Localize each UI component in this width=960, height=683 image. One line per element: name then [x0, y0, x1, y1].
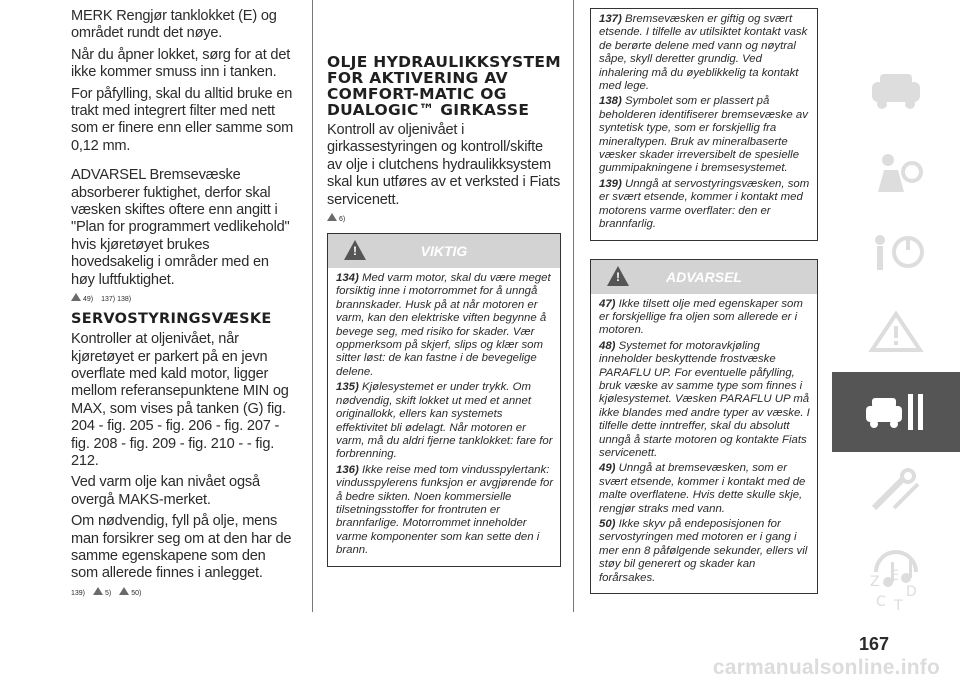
note-number: 137) [599, 13, 622, 25]
column-1 [71, 8, 295, 605]
note-number: 139) [599, 177, 622, 190]
section-heading: OLJE HYDRAULIKKSYSTEM FOR AKTIVERING AV COMFORT-MATIC OG DUALOGIC™ GIRKASSE [327, 53, 562, 119]
note-number: 135) [336, 381, 359, 394]
watermark: carmanualsonline.info [712, 656, 940, 679]
note-number: 47) [599, 297, 616, 310]
note-text: Unngå at servostyringsvæsken, som er svært etsende, kommer i kontakt med motorens varme overflater: den er brannfarlig. [599, 177, 810, 231]
box-body [591, 294, 817, 594]
box-body [328, 268, 560, 566]
note-item [599, 178, 811, 232]
warning-icon [93, 587, 103, 595]
box-title: VIKTIG [420, 243, 468, 260]
reference-marks [71, 587, 295, 597]
warning-icon [119, 587, 129, 595]
column-separator [312, 0, 313, 612]
note-item [599, 13, 811, 93]
page-number: 167 [859, 634, 890, 654]
note-item [336, 381, 554, 461]
important-box [327, 233, 561, 567]
note-item [599, 462, 811, 516]
note-item [599, 518, 811, 585]
column-3 [590, 8, 818, 594]
svg-text:T: T [894, 598, 903, 614]
notes-box [590, 8, 818, 241]
note-number: 134) [336, 272, 359, 285]
note-item [336, 464, 554, 558]
column-separator [573, 0, 574, 612]
paragraph: Kontroller at oljenivået, når kjøretøyet er parkert på en jevn overflate med kald motor, ligger mellom referansepunktene MIN og MAX, som vises på tanken (G) fig. 204 - fig. 205 - fig. 206 - fig. 207 - fig. 208 - fig. 209 - fig. 210 - - fig. 212. [71, 331, 289, 469]
paragraph: For påfylling, skal du alltid bruke en trakt med integrert filter med nett som er finere enn eller samme som 0,12 mm. [71, 85, 294, 154]
section-heading: SERVOSTYRINGSVÆSKE [71, 311, 272, 328]
paragraph: MERK Rengjør tanklokket (E) og området rundt det nøye. [71, 8, 277, 42]
seatbelt-airbag-icon [864, 148, 928, 196]
tab-warning-lights[interactable] [832, 292, 960, 372]
paragraph: Kontroll av oljenivået i girkassestyringen og kontroll/skifte av olje i clutchens hydraulikksystem skal kun utføres av et verksted i Fiats servicenett. [327, 122, 561, 208]
note-text: Ikke reise med tom vindusspylertank: vindusspylerens funksjon er avgjørende for å bedre sikten. Noen kommersielle tilsetningsstoffer for frontruten er brannfarlige. Motorrommet inneholder varme komponenter som kan sette den i brann. [336, 463, 554, 557]
svg-text:C: C [876, 594, 886, 610]
tab-maintenance[interactable] [832, 372, 960, 452]
note-text: Symbolet som er plassert på beholderen identifiserer bremsevæske av syntetisk type, som er forskjellig fra mineraltypen. Bruk av mineralbaserte væsker skader irreversibelt de spesielle gummipakningene i bremsesystemet. [599, 95, 808, 175]
note-text: Systemet for motoravkjøling inneholder beskyttende frostvæske PARAFLU UP. For eventuelle påfylling, bruk væske av samme type som finnes i kjølesystemet. Væsken PARAFLU UP må ikke blandes med andre typer av væske. I tilfelle dette inntreffer, skal du absolutt unngå å starte motoren og kontakte Fiats servicenett. [599, 339, 810, 459]
note-text: Ikke tilsett olje med egenskaper som er forskjellige fra oljen som allerede er i motoren. [599, 297, 803, 337]
warning-icon [71, 293, 81, 301]
note-item [599, 298, 811, 338]
column-2 [327, 8, 561, 567]
svg-text:Z: Z [870, 574, 880, 590]
paragraph: Ved varm olje kan nivået også overgå MAKS-merket. [71, 474, 260, 508]
tab-index[interactable] [832, 560, 960, 620]
tab-car-info[interactable] [832, 52, 960, 132]
reference-marks [71, 293, 295, 303]
box-title: ADVARSEL [666, 268, 742, 285]
warning-icon [327, 213, 337, 221]
box-body [591, 9, 817, 240]
note-text: Med varm motor, skal du være meget forsiktig inne i motorrommet for å unngå brannskader. Husk på at når motoren er varm, kan den elektriske viften begynne å bevege seg, med risiko for skader. Vær oppmerksom på skjerf, slips og klær som sitter løst: de kan fastne i de bevegelige delene. [336, 272, 551, 378]
note-text: Ikke skyv på endeposisjonen for servostyringen med motoren er i gang i mer enn 8 påfølgende sekunder, ellers vil støy bil generert og skader kan forårsakes. [599, 518, 808, 584]
note-number: 49) [599, 462, 616, 475]
paragraph: Når du åpner lokket, sørg for at det ikke kommer smuss inn i tanken. [71, 46, 291, 81]
dashboard-controls-icon [864, 228, 928, 276]
note-item [336, 272, 554, 379]
tab-safety[interactable] [832, 132, 960, 212]
box-header [328, 234, 560, 268]
reference-mark[interactable]: 137) 138) [101, 296, 132, 304]
reference-mark[interactable]: 6) [339, 216, 346, 224]
car-wrench-icon [864, 388, 928, 436]
reference-marks [327, 213, 561, 223]
reference-mark[interactable]: 5) [105, 589, 112, 597]
warning-triangle-icon [864, 308, 928, 356]
footer [0, 658, 960, 683]
box-header [591, 260, 817, 294]
note-item [599, 340, 811, 461]
reference-mark[interactable]: 49) [83, 296, 94, 304]
note-number: 50) [599, 518, 616, 530]
svg-text:D: D [906, 584, 917, 600]
note-item [599, 95, 811, 175]
warning-box [590, 259, 818, 595]
paragraph: Om nødvendig, fyll på olje, mens man forsikrer seg om at den har de samme egenskapene som den som allerede finnes i anlegget. [71, 513, 292, 582]
paragraph: ADVARSEL Bremsevæske absorberer fuktighet, derfor skal væsken skiftes oftere enn angitt i "Plan for programmert vedlikehold" hvis kjøretøyet brukes hovedsakelig i områder med en høy luftfuktighet. [71, 167, 290, 288]
note-text: Unngå at bremsevæsken, som er svært etsende, kommer i kontakt med de malte overflatene. Hvis dette skulle skje, rengjør straks med vann. [599, 462, 806, 515]
reference-mark[interactable]: 50) [131, 589, 142, 597]
index-letters-icon [864, 566, 928, 614]
note-text: Bremsevæsken er giftig og svært etsende. I tilfelle av utilsiktet kontakt vask de berørte delene med vann og nøytral såpe, skyll deretter grundig. Ved inhalering må du øyeblikkelig ta kontakt med lege. [599, 13, 808, 93]
note-number: 48) [599, 339, 616, 352]
note-text: Kjølesystemet er under trykk. Om nødvendig, skift lokket ut med et annet originallokk, ellers kan systemets effektivitet bli ødelagt. Når motoren er varm, må du aldri fjerne tanklokket: fare for forbrenning. [336, 381, 553, 461]
tab-controls[interactable] [832, 212, 960, 292]
car-info-icon [864, 68, 928, 116]
tab-technical-data[interactable] [832, 452, 960, 532]
note-number: 136) [336, 463, 359, 476]
reference-mark[interactable]: 139) [71, 589, 86, 597]
note-number: 138) [599, 95, 622, 108]
wrench-screwdriver-icon [864, 468, 928, 516]
svg-text:E: E [890, 568, 899, 584]
